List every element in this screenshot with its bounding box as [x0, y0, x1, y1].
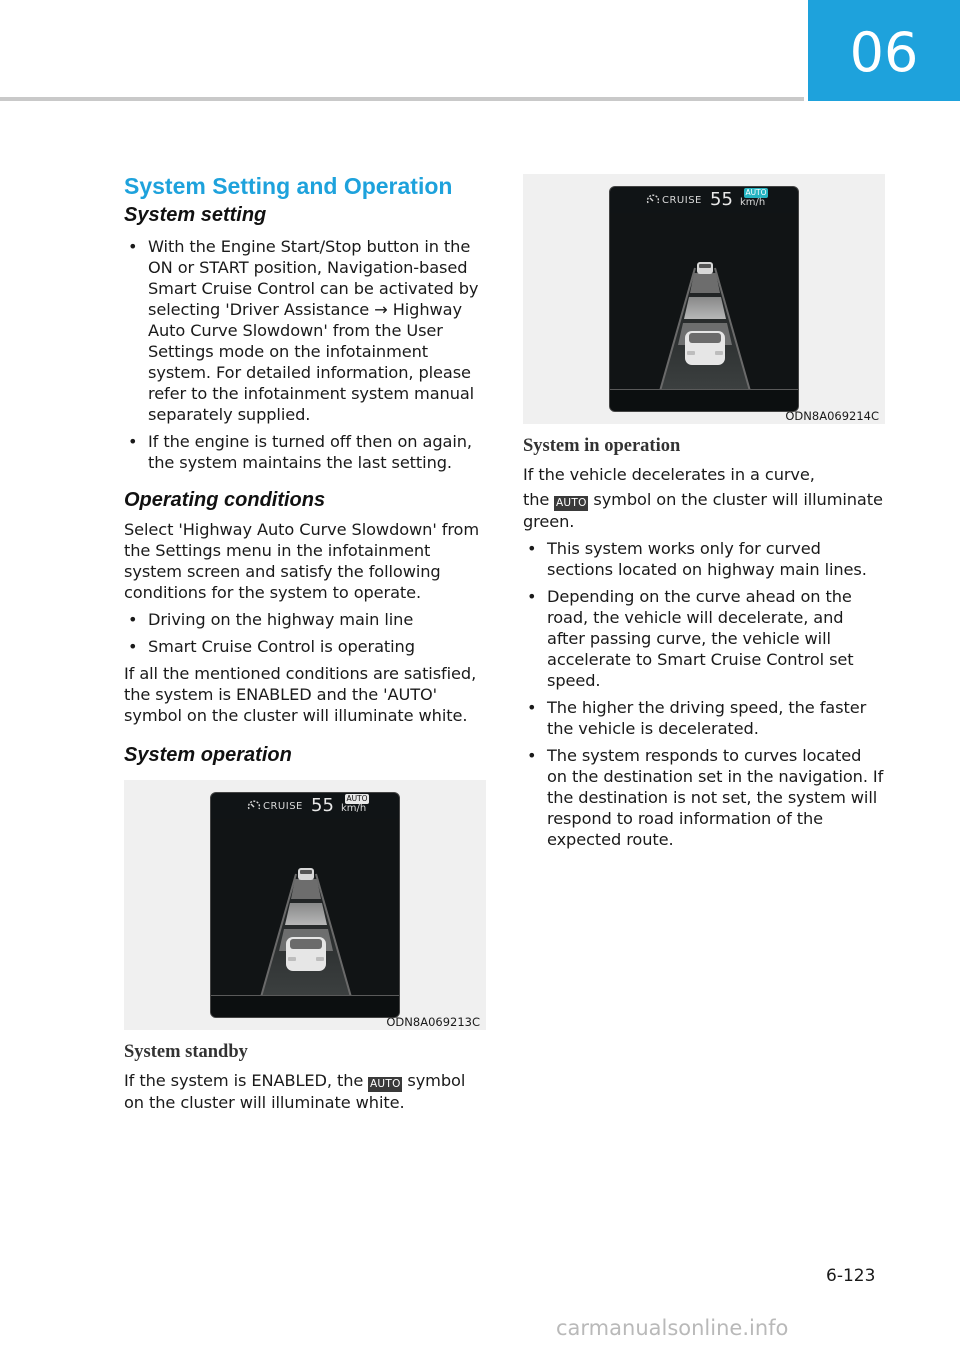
standby-text: If the system is ENABLED, the AUTO symbol on the cluster will illuminate white.	[124, 1071, 466, 1112]
list-item: • This system works only for curved sections located on highway main lines.	[527, 539, 867, 579]
list-item: • The higher the driving speed, the faster the vehicle is decelerated.	[527, 698, 867, 738]
auto-symbol-icon: AUTO	[369, 1078, 401, 1090]
figure-caption: ODN8A069213C	[386, 1015, 480, 1029]
cluster-display	[210, 792, 400, 1018]
in-operation-text: the AUTO symbol on the cluster will illuminate green.	[523, 490, 883, 531]
list-item: • The system responds to curves located on the destination set in the navigation. If the destination is not set, the system will respond to road information of the expected route.	[527, 746, 884, 849]
in-operation-heading: System in operation	[523, 436, 681, 456]
vehicle-icon	[697, 262, 713, 274]
operating-conditions-list	[124, 609, 486, 657]
auto-badge: AUTO	[745, 188, 767, 197]
set-speed: 55	[710, 189, 733, 210]
cluster-figure-standby	[124, 780, 486, 1030]
vehicle-icon	[685, 331, 725, 365]
cluster-bottom-bar	[211, 995, 399, 1017]
figure-caption: ODN8A069214C	[785, 409, 879, 423]
in-operation-list	[523, 538, 885, 850]
set-speed: 55	[311, 795, 334, 816]
list-item: • Smart Cruise Control is operating	[128, 637, 415, 656]
bullet-icon: •	[128, 637, 138, 656]
operating-conditions-outro: If all the mentioned conditions are satisfied, the system is ENABLED and the 'AUTO' symbol on the cluster will illuminate white.	[124, 664, 477, 725]
system-setting-heading: System setting	[124, 204, 267, 226]
auto-badge: AUTO	[346, 794, 368, 803]
cluster-figure-operation	[523, 174, 885, 424]
list-item: • With the Engine Start/Stop button in the ON or START position, Navigation-based Smart Cruise Control can be activated by selecting 'Driver Assistance → Highway Auto Curve Slowdown' from the User Settings mode on the infotainment system. For detailed information, please refer to the infotainment system manual separately supplied.	[128, 237, 479, 424]
list-item: • Driving on the highway main line	[128, 610, 414, 629]
in-operation-line1: If the vehicle decelerates in a curve,	[523, 465, 815, 484]
chapter-tab: 06	[808, 0, 960, 101]
cluster-top-bar	[211, 793, 399, 819]
bullet-icon: •	[128, 432, 138, 451]
bullet-icon: •	[527, 698, 537, 717]
speed-unit: km/h	[740, 197, 766, 208]
auto-symbol-icon: AUTO	[555, 497, 587, 509]
speed-unit: km/h	[341, 803, 367, 814]
vehicle-icon	[298, 868, 314, 880]
left-column	[124, 172, 486, 1113]
bullet-icon: •	[128, 610, 138, 629]
list-item: • Depending on the curve ahead on the road, the vehicle will decelerate, and after passing curve, the vehicle will accelerate to Smart Cruise Control set speed.	[527, 587, 854, 690]
cluster-top-bar	[610, 187, 798, 213]
cluster-display	[609, 186, 799, 412]
cruise-label: CRUISE	[662, 195, 702, 206]
bullet-icon: •	[527, 587, 537, 606]
vehicle-icon	[286, 937, 326, 971]
speedometer-icon	[247, 799, 261, 813]
cluster-bottom-bar	[610, 389, 798, 411]
road-view-icon	[211, 819, 400, 997]
list-item: • If the engine is turned off then on again, the system maintains the last setting.	[128, 432, 472, 472]
cruise-label: CRUISE	[263, 801, 303, 812]
bullet-icon: •	[527, 746, 537, 765]
system-setting-list	[124, 236, 490, 473]
standby-heading: System standby	[124, 1042, 248, 1062]
watermark: carmanualsonline.info	[556, 1316, 789, 1340]
road-view-icon	[610, 213, 799, 391]
section-title: System Setting and Operation	[124, 173, 453, 199]
operating-conditions-intro: Select 'Highway Auto Curve Slowdown' from the Settings menu in the infotainment system screen and satisfy the following conditions for the system to operate.	[124, 520, 480, 602]
right-column	[523, 174, 885, 856]
bullet-icon: •	[128, 237, 138, 256]
operating-conditions-heading: Operating conditions	[124, 489, 326, 511]
bullet-icon: •	[527, 539, 537, 558]
header-rule	[0, 97, 804, 101]
system-operation-heading: System operation	[124, 744, 292, 766]
speedometer-icon	[646, 193, 660, 207]
page-number: 6-123	[826, 1266, 876, 1286]
